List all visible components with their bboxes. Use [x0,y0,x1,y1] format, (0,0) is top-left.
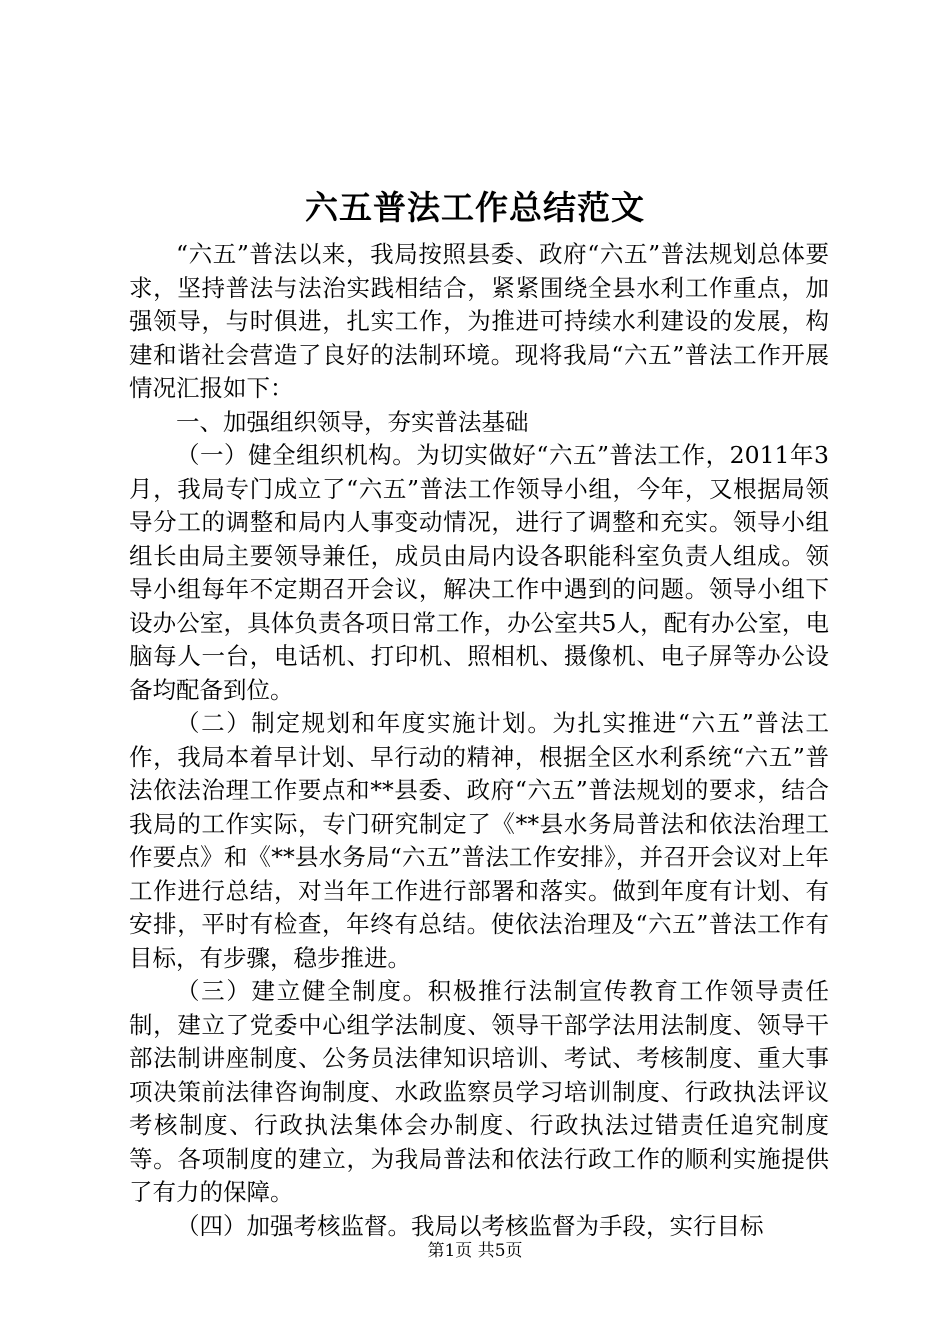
intro-paragraph: “六五”普法以来，我局按照县委、政府“六五”普法规划总体要求，坚持普法与法治实践相结合，紧紧围绕全县水利工作重点，加强领导，与时俱进，扎实工作，为推进可持续水利建设的发展，构建和谐社会营造了良好的法制环境。现将我局“六五”普法工作开展情况汇报如下： [129,240,829,402]
paragraph-system: （三）建立健全制度。积极推行法制宣传教育工作领导责任制，建立了党委中心组学法制度、领导干部学法用法制度、领导干部法制讲座制度、公务员法律知识培训、考试、考核制度、重大事项决策前法律咨询制度、水政监察员学习培训制度、行政执法评议考核制度、行政执法集体会办制度、行政执法过错责任追究制度等。各项制度的建立，为我局普法和依法行政工作的顺利实施提供了有力的保障。 [129,977,829,1206]
paragraph-planning: （二）制定规划和年度实施计划。为扎实推进“六五”普法工作，我局本着早计划、早行动的精神，根据全区水利系统“六五”普法依法治理工作要点和**县委、政府“六五”普法规划的要求，结合我局的工作实际，专门研究制定了《**县水务局普法和依法治理工作要点》和《**县水务局“六五”普法工作安排》，并召开会议对上年工作进行总结，对当年工作进行部署和落实。做到年度有计划、有安排，平时有检查，年终有总结。使依法治理及“六五”普法工作有目标，有步骤，稳步推进。 [129,709,829,972]
page-footer: 第1页 共5页 [427,1241,523,1261]
paragraph-organization: （一）健全组织机构。为切实做好“六五”普法工作，2011年3月，我局专门成立了“六五”普法工作领导小组，今年，又根据局领导分工的调整和局内人事变动情况，进行了调整和充实。领导小组组长由局主要领导兼任，成员由局内设各职能科室负责人组成。领导小组每年不定期召开会议，解决工作中遇到的问题。领导小组下设办公室，具体负责各项日常工作，办公室共5人，配有办公室，电脑每人一台，电话机、打印机、照相机、摄像机、电子屏等办公设备均配备到位。 [129,441,829,704]
document-title: 六五普法工作总结范文 [305,188,645,227]
paragraph-supervision: （四）加强考核监督。我局以考核监督为手段，实行目标 [176,1211,764,1240]
section-heading: 一、加强组织领导，夯实普法基础 [176,407,529,436]
document-body [129,238,829,1243]
